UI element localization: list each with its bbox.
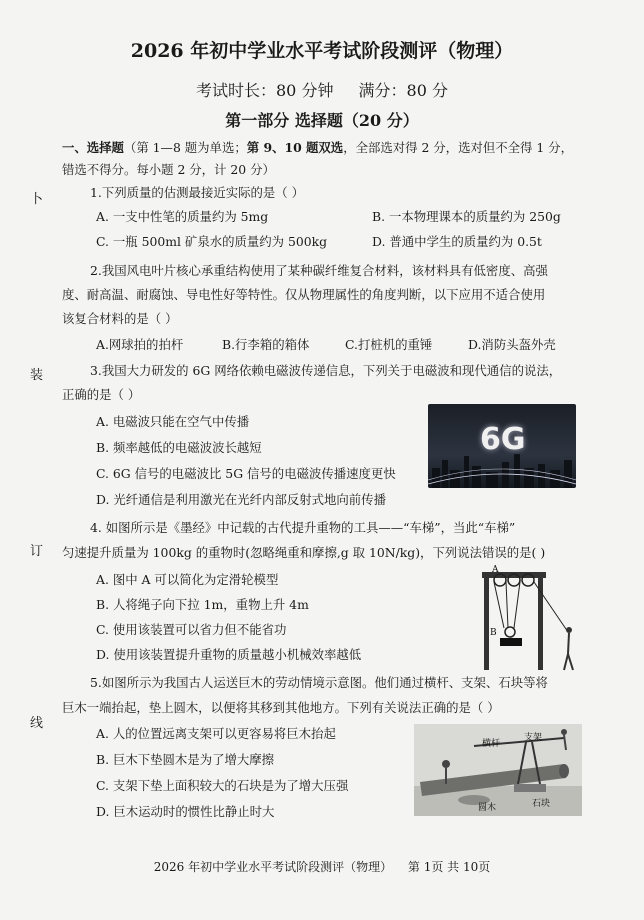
q1-option-b: B. 一本物理课本的质量约为 250g	[372, 209, 561, 224]
footer-page-number: 第 1页 共 10页	[407, 860, 491, 874]
q4-option-c: C. 使用该装置可以省力但不能省功	[96, 622, 287, 637]
page-footer	[0, 858, 644, 875]
section-intro-b: 第 9、10 题双选	[246, 140, 344, 155]
q4-option-d: D. 使用该装置提升重物的质量越小机械效率越低	[96, 647, 362, 662]
q5-stem-line1: 5.如图所示为我国古人运送巨木的劳动情境示意图。他们通过横杆、支架、石块等将	[90, 675, 548, 690]
exam-duration: 考试时长：80 分钟	[196, 81, 334, 100]
q3-option-c: C. 6G 信号的电磁波比 5G 信号的电磁波传播速度更快	[96, 466, 396, 481]
q2-option-d: D.消防头盔外壳	[468, 337, 556, 352]
q1-stem: 1.下列质量的估测最接近实际的是（ ）	[90, 185, 305, 200]
q1-option-a: A. 一支中性笔的质量约为 5mg	[96, 209, 269, 224]
q5-label-hengan: 横杆	[482, 739, 501, 749]
q5-label-yuanmu: 圆木	[478, 803, 497, 813]
section-intro-c: ，全部选对得 2 分，选对但不全得 1 分，	[343, 140, 573, 155]
q3-option-d: D. 光纤通信是利用激光在光纤内部反射式地向前传播	[96, 492, 386, 507]
section-intro-line1	[62, 138, 573, 156]
q4-stem-line2: 匀速提升质量为 100kg 的重物时(忽略绳重和摩擦,g 取 10N/kg)，下列说法错误的是( )	[62, 545, 546, 560]
q3-6g-figure	[428, 404, 576, 488]
part-title: 第一部分 选择题（20 分）	[225, 111, 419, 130]
margin-char-2: 装	[30, 368, 44, 383]
q4-label-a: A	[492, 565, 499, 575]
q5-label-shikuai: 石块	[532, 799, 551, 809]
exam-title: 2026 年初中学业水平考试阶段测评（物理）	[130, 40, 514, 62]
margin-char-1: 卜	[30, 192, 44, 207]
section-heading: 一、选择题	[62, 140, 124, 155]
q5-label-zhijia: 支架	[524, 733, 543, 743]
q4-label-b: B	[490, 628, 497, 638]
q2-option-a: A.网球拍的拍杆	[96, 337, 184, 352]
q5-option-a: A. 人的位置远离支架可以更容易将巨木抬起	[96, 726, 336, 741]
q3-6g-figure-text: 6G	[480, 422, 526, 457]
q3-stem-line1: 3.我国大力研发的 6G 网络依赖电磁波传递信息，下列关于电磁波和现代通信的说法，	[90, 363, 562, 378]
q5-stem-line2: 巨木一端抬起，垫上圆木，以便将其移到其他地方。下列有关说法正确的是（ ）	[62, 700, 500, 715]
q2-option-c: C.打桩机的重锤	[345, 337, 433, 352]
q3-option-a: A. 电磁波只能在空气中传播	[96, 414, 250, 429]
footer-title: 2026 年初中学业水平考试阶段测评（物理）	[153, 860, 393, 874]
q4-option-b: B. 人将绳子向下拉 1m，重物上升 4m	[96, 597, 309, 612]
q3-option-b: B. 频率越低的电磁波波长越短	[96, 440, 262, 455]
q2-stem-line2: 度、耐高温、耐腐蚀、导电性好等特性。仅从物理属性的角度判断，以下应用不适合使用	[62, 287, 546, 302]
q2-option-b: B.行李箱的箱体	[222, 337, 310, 352]
margin-char-3: 订	[30, 544, 44, 559]
q5-option-b: B. 巨木下垫圆木是为了增大摩擦	[96, 752, 275, 767]
q5-option-c: C. 支架下垫上面积较大的石块是为了增大压强	[96, 778, 349, 793]
margin-char-4: 线	[30, 716, 44, 731]
q5-option-d: D. 巨木运动时的惯性比静止时大	[96, 804, 275, 819]
exam-full-score: 满分：80 分	[358, 81, 448, 100]
section-intro-a: （第 1—8 题为单选；	[123, 140, 247, 155]
q1-option-c: C. 一瓶 500ml 矿泉水的质量约为 500kg	[96, 234, 328, 249]
q2-stem-line1: 2.我国风电叶片核心承重结构使用了某种碳纤维复合材料，该材料具有低密度、高强	[90, 263, 548, 278]
exam-meta	[0, 78, 644, 101]
q3-stem-line2: 正确的是（ ）	[62, 387, 141, 402]
q4-pulley-figure	[476, 562, 580, 672]
section-intro-line2: 错选不得分。每小题 2 分，计 20 分）	[62, 162, 275, 177]
q5-log-transport-figure	[414, 724, 582, 816]
q4-option-a: A. 图中 A 可以简化为定滑轮模型	[96, 572, 279, 587]
q2-stem-line3: 该复合材料的是（ ）	[62, 311, 178, 326]
q1-option-d: D. 普通中学生的质量约为 0.5t	[372, 234, 542, 249]
q4-stem-line1: 4. 如图所示是《墨经》中记载的古代提升重物的工具——“车梯”，当此“车梯”	[90, 520, 516, 535]
